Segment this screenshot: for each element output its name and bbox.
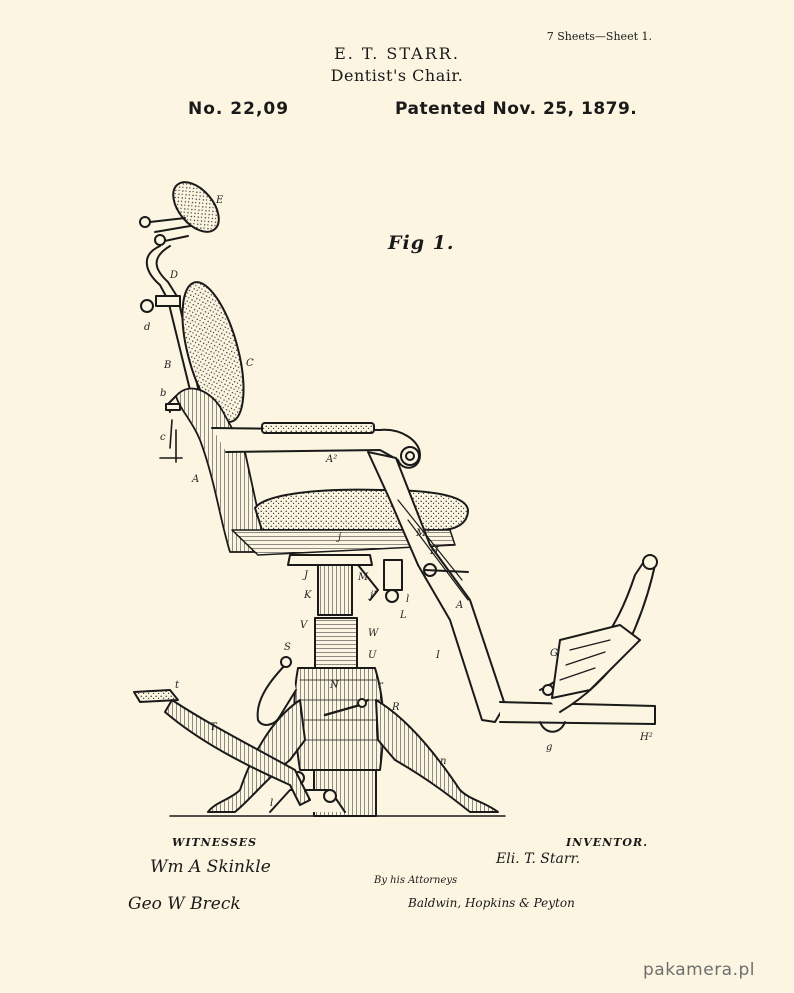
label-M1: M¹ [416, 528, 431, 539]
label-R: R [392, 702, 400, 713]
label-n: n [440, 756, 447, 767]
label-N: N [330, 680, 339, 691]
label-H: H [430, 546, 439, 557]
label-c: c [160, 432, 166, 443]
label-V: V [300, 620, 308, 631]
label-A-front: A [456, 600, 464, 611]
label-M: M [358, 572, 369, 583]
label-K: K [304, 590, 312, 601]
label-A: A [192, 474, 200, 485]
label-r: r [378, 680, 383, 691]
headrest [164, 174, 227, 240]
witness-signature-2: Geo W Breck [128, 894, 241, 914]
label-J: J [304, 570, 309, 581]
label-l-base: l [270, 798, 274, 809]
attorneys-label: By his Attorneys [374, 875, 458, 886]
footrest-bar [500, 702, 655, 724]
figure-label: Fig 1. [388, 232, 455, 254]
arm-pad [262, 423, 374, 433]
label-C: C [246, 358, 254, 369]
label-W: W [368, 628, 379, 639]
base-body [294, 668, 383, 770]
label-I: I [436, 650, 440, 661]
label-D: D [170, 270, 179, 281]
back-frame [176, 389, 262, 552]
label-S: S [284, 642, 291, 653]
base-leg-right [376, 700, 498, 812]
label-t: t [175, 680, 180, 691]
label-B: B [164, 360, 172, 371]
label-g: g [546, 742, 553, 753]
witness-signature-1: Wm A Skinkle [150, 857, 271, 877]
seat-cushion [255, 490, 468, 530]
label-b: b [160, 388, 167, 399]
inventor-signature: Eli. T. Starr. [496, 851, 581, 867]
label-T: T [210, 722, 217, 733]
label-l: l [406, 594, 410, 605]
label-G: G [550, 648, 558, 659]
label-L: L [400, 610, 407, 621]
sheet-count: 7 Sheets—Sheet 1. [546, 30, 652, 43]
inventor-label: INVENTOR. [566, 836, 648, 849]
attorneys-signature: Baldwin, Hopkins & Peyton [408, 896, 575, 910]
label-A2: A² [326, 454, 338, 465]
label-j: j [338, 532, 342, 543]
label-d: d [144, 322, 151, 333]
label-U: U [368, 650, 377, 661]
patent-title: Dentist's Chair. [330, 66, 464, 85]
witnesses-label: WITNESSES [172, 836, 258, 849]
label-j1: j¹ [370, 590, 378, 601]
watermark: pakamera.pl [643, 960, 756, 980]
patent-date: Patented Nov. 25, 1879. [395, 99, 638, 119]
patent-number: No. 22,09 [188, 99, 290, 119]
inventor-name: E. T. STARR. [334, 44, 460, 63]
label-E: E [216, 195, 224, 206]
label-H2: H² [640, 732, 653, 743]
